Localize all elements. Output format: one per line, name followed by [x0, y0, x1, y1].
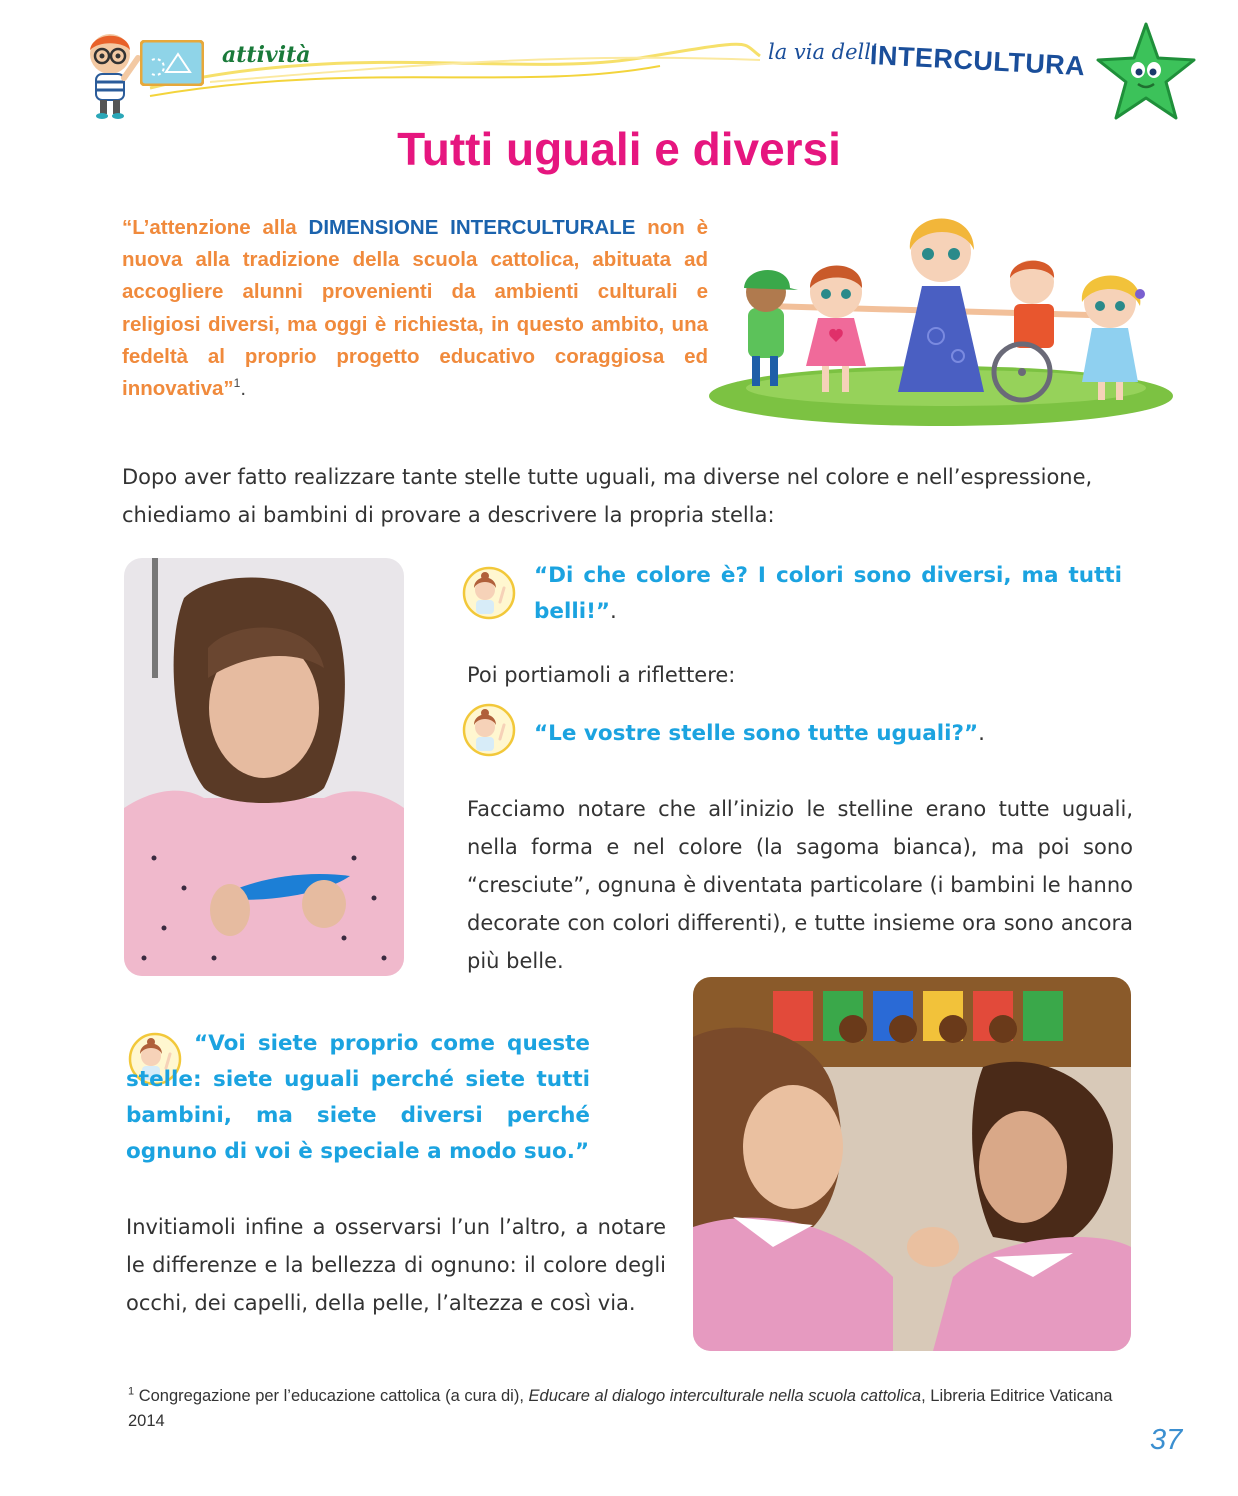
teacher-avatar-icon — [462, 566, 516, 620]
footnote — [128, 1384, 1128, 1434]
quote-text-rest: non è nuova alla tradizione della scuola cattolica, abituata ad accogliere alunni provenienti da ambienti culturali e religiosi diversi, ma oggi è richiesta, in questo ambito, una fedeltà al proprio progetto educativo coraggiosa ed innovativa” — [122, 216, 708, 401]
speech-stars-tail: . — [978, 721, 985, 746]
series-title: INTERCULTURA — [869, 40, 1087, 82]
speech-color-question — [534, 558, 1122, 630]
footnote-number: 1 — [128, 1385, 135, 1398]
speech-stars-text: “Le vostre stelle sono tutte uguali?” — [534, 721, 979, 746]
quote-text-start: “L’attenzione alla — [122, 216, 309, 239]
footnote-reference: 1 — [233, 376, 241, 391]
quote-highlight: DIMENSIONE INTERCULTURALE — [308, 216, 636, 239]
teacher-avatar-icon — [462, 703, 516, 757]
invite-paragraph: Invitiamoli infine a osservarsi l’un l’altro, a notare le differenze e la bellezza di ognuno: il colore degli occhi, dei capelli, della pelle, l’altezza e così via. — [126, 1215, 666, 1315]
chalkboard-icon — [140, 40, 204, 86]
intro-paragraph: Dopo aver fatto realizzare tante stelle tutte uguali, ma diverse nel colore e nell’espressione, chiediamo ai bambini di provare a descrivere la propria stella: — [122, 465, 1093, 527]
speech-you-are-like-stars: “Voi siete proprio come queste stelle: siete uguali perché siete tutti bambini, ma siete diversi perché ognuno di voi è speciale a modo suo.” — [126, 1031, 590, 1164]
speech-stars-question — [534, 716, 1134, 752]
green-star-mascot-icon — [1094, 20, 1198, 124]
footnote-text-start: Congregazione per l’educazione cattolica (a cura di), — [134, 1387, 529, 1405]
notice-paragraph: Facciamo notare che all’inizio le stelline erano tutte uguali, nella forma e nel colore (la sagoma bianca), ma poi sono “cresciute”, ognuna è diventata particolare (i bambini le hanno decorate con colori differenti), e tutte insieme ora sono ancora più belle. — [467, 797, 1133, 973]
footnote-book-title: Educare al dialogo interculturale nella scuola cattolica — [528, 1387, 922, 1405]
footnote-text-end: , Libreria Editrice Vaticana 2014 — [128, 1387, 1113, 1430]
page-number: 37 — [1150, 1424, 1183, 1456]
activity-label: attività — [222, 42, 311, 68]
children-holding-hands-illustration — [706, 196, 1176, 428]
series-title-prefix: la via dell’ — [768, 40, 878, 64]
intercultural-quote — [122, 212, 708, 405]
page-header — [0, 0, 1238, 120]
speech-color-tail: . — [610, 599, 617, 624]
speech-color-text: “Di che colore è? I colori sono diversi, ma tutti belli!” — [534, 563, 1122, 624]
girl-with-star-photo — [124, 558, 404, 976]
page-title: Tutti uguali e diversi — [397, 123, 841, 175]
quote-end: . — [240, 377, 247, 401]
reflect-line: Poi portiamoli a riflettere: — [467, 663, 736, 687]
two-girls-photo — [693, 977, 1131, 1351]
